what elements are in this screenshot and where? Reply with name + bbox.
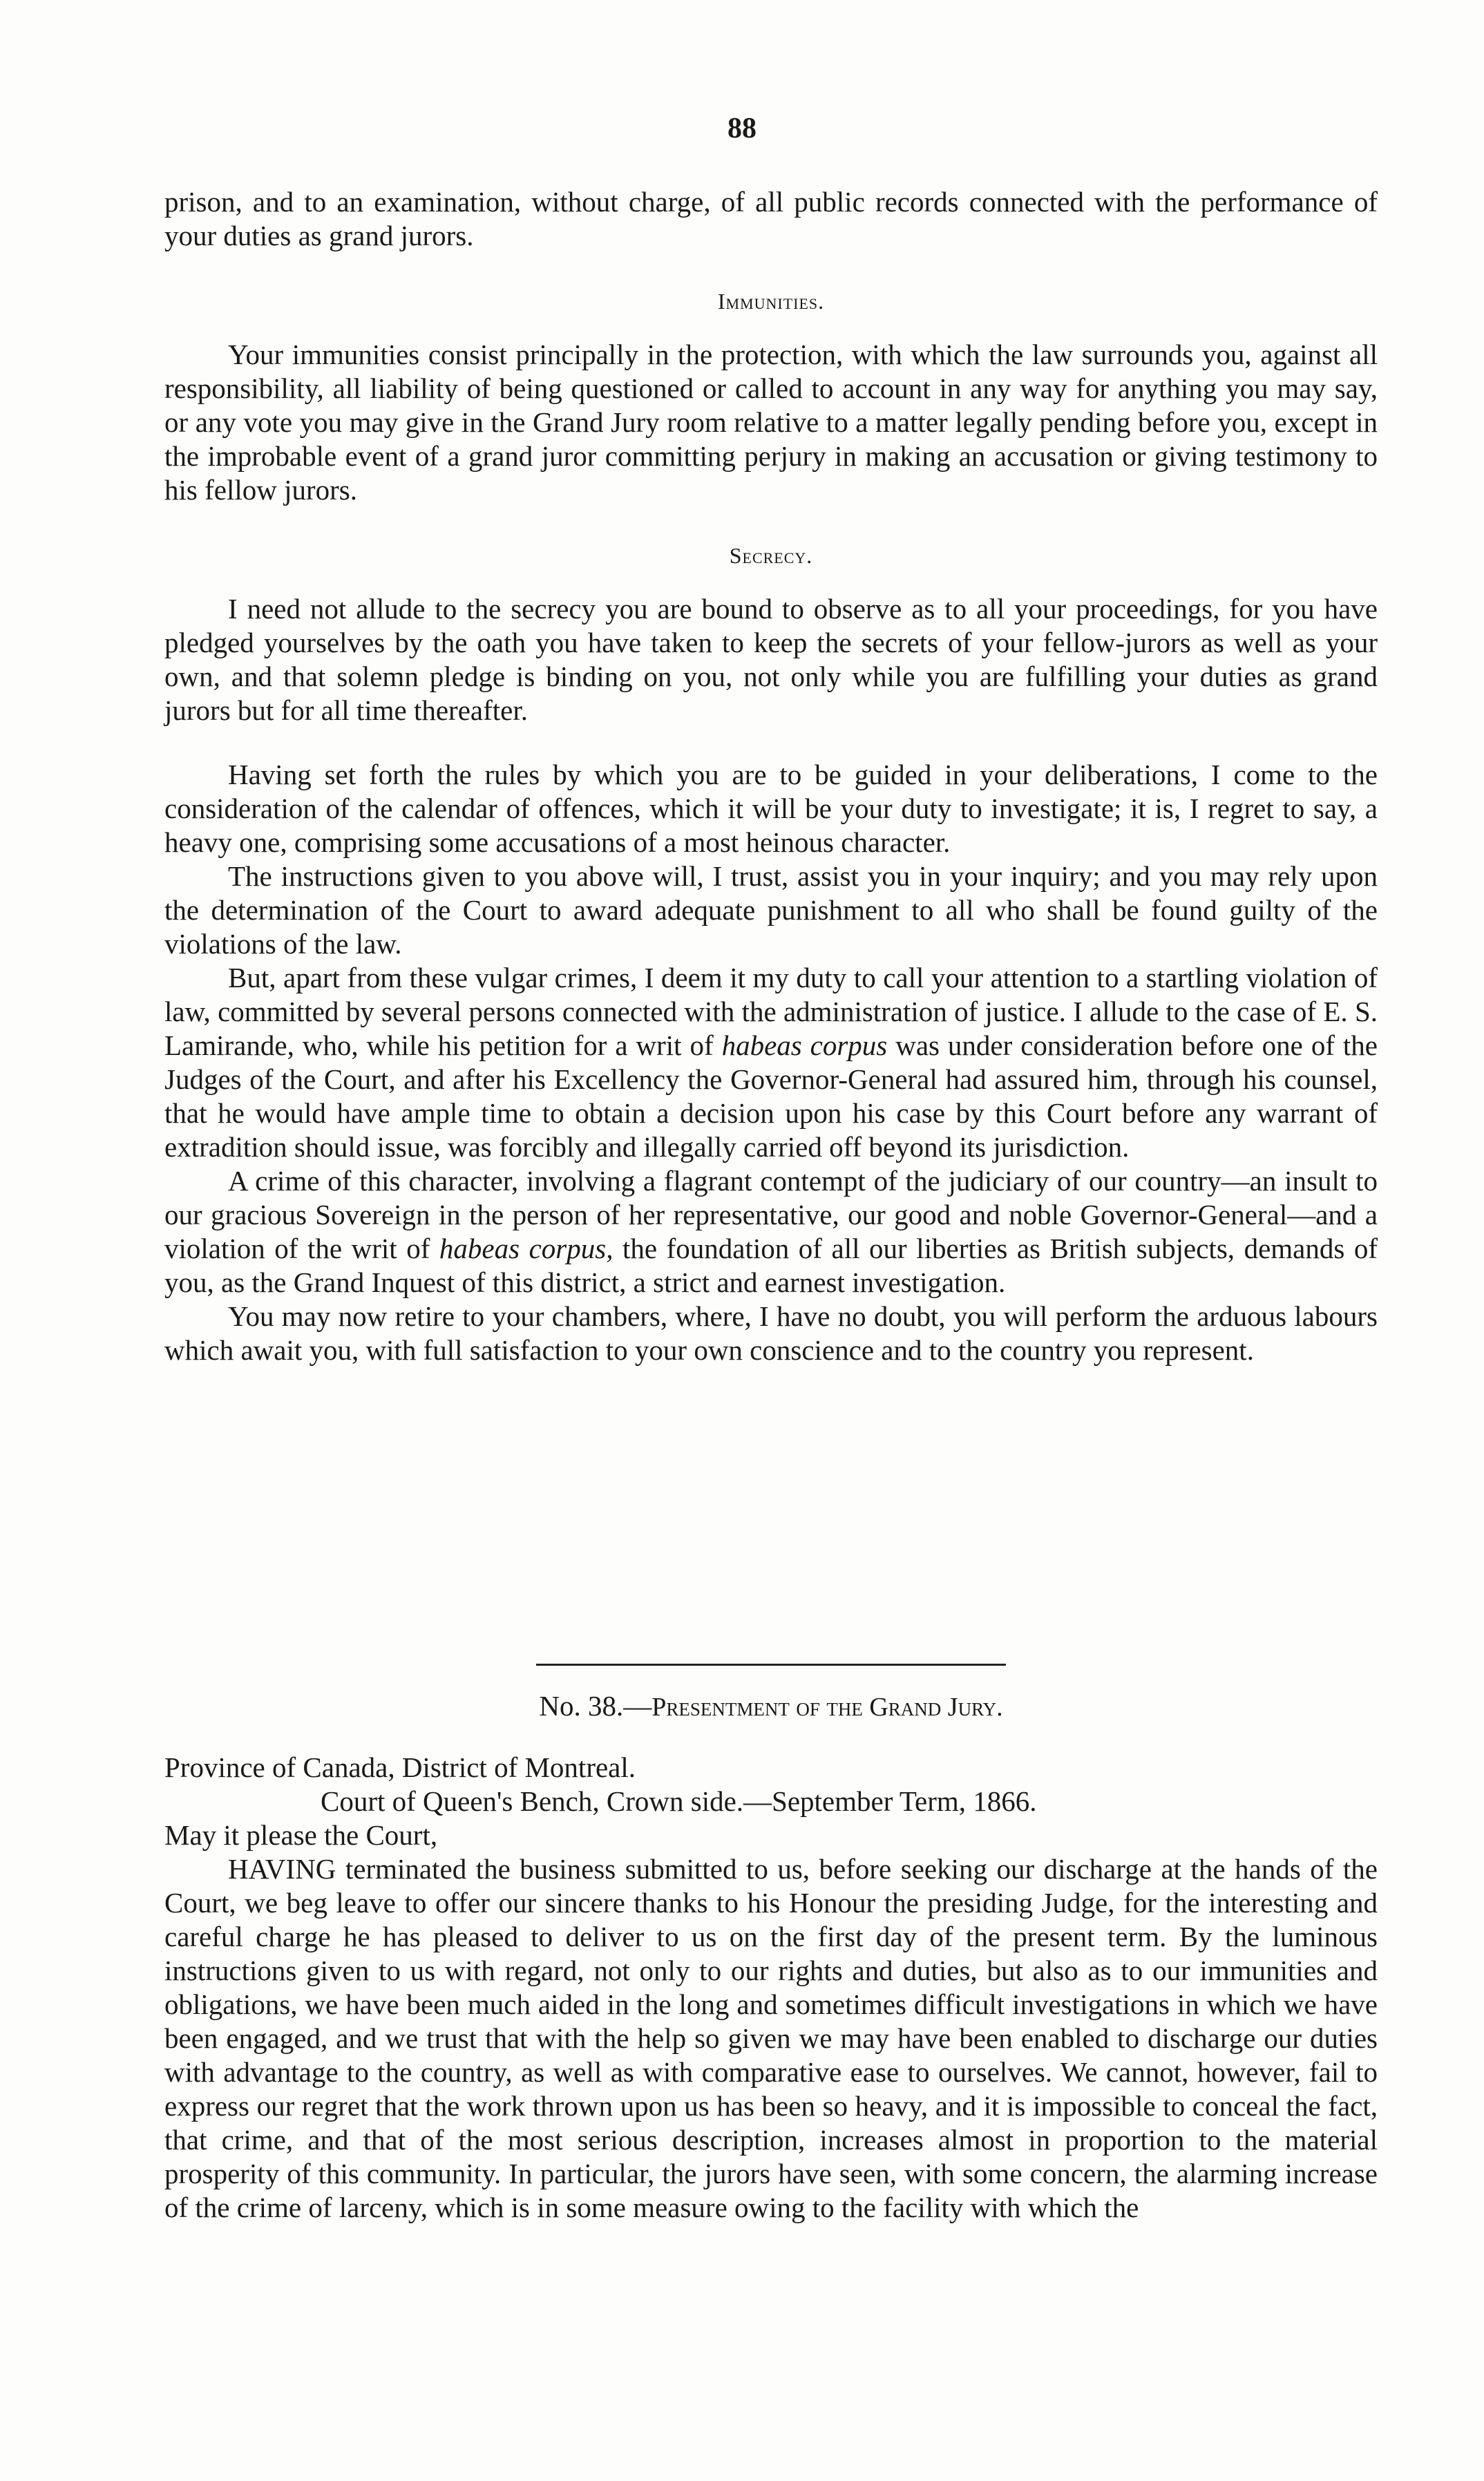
crime-paragraph: A crime of this character, involving a flagrant contempt of the judiciary of our country—an insult to our gracious Sovereign in the person of her representative, our good and noble Governor-General—and a violation of the writ of habeas corpus, the foundation of all our liberties as British subjects, demands of you, as the Grand Inquest of this district, a strict and earnest investigation. [164,1165,1378,1298]
page-number: 88 [727,113,757,144]
court-line: Court of Queen's Bench, Crown side.—September Term, 1866. [321,1785,1037,1817]
top-paragraph: prison, and to an examination, without charge, of all public records connected with the performance of your duties as grand jurors. [164,186,1378,251]
location-line: Province of Canada, District of Montreal. [164,1751,636,1783]
presentment-section [164,1624,1378,2225]
offences-paragraph: Having set forth the rules by which you are to be guided in your deliberations, I come to the consideration of the calendar of offences, which it will be your duty to investigate; it is, I regret to say, a heavy one, comprising some accusations of a most heinous character. [164,759,1378,858]
charge-text [164,185,1378,1367]
instructions-paragraph: The instructions given to you above will, I trust, assist you in your inquiry; and you may rely upon the determination of the Court to award adequate punishment to all who shall be found guilty of the violations of the law. [164,860,1378,960]
secrecy-heading: Secrecy. [729,543,813,568]
presentment-body: HAVING terminated the business submitted to us, before seeking our discharge at the hands of the Court, we beg leave to offer our sincere thanks to his Honour the presiding Judge, for the interesting and careful charge he has pleased to deliver to us on the first day of the present term. By the luminous instructions given to us with regard, not only to our rights and duties, but also as to our immunities and obligations, we have been much aided in the long and sometimes difficult investigations in which we have been engaged, and we trust that with the help so given we may have been enabled to discharge our duties with advantage to the country, as well as with comparative ease to ourselves. We cannot, however, fail to express our regret that the work thrown upon us has been so heavy, and it is impossible to conceal the fact, that crime, and that of the most serious description, increases almost in proportion to the material prosperity of this community. In particular, the jurors have seen, with some concern, the alarming increase of the crime of larceny, which is in some measure owing to the facility with which the [164,1853,1378,2223]
closing-paragraph: You may now retire to your chambers, where, I have no doubt, you will perform the arduous labours which await you, with full satisfaction to your own conscience and to the country you represent. [164,1300,1378,1366]
salutation: May it please the Court, [164,1819,438,1851]
section-divider [536,1664,1006,1666]
immunities-paragraph: Your immunities consist principally in the protection, with which the law surrounds you, against all responsibility, all liability of being questioned or called to account in any way for anything you may say, or any vote you may give in the Grand Jury room relative to a matter legally pending before you, except in the improbable event of a grand juror committing perjury in making an accusation or giving testimony to his fellow jurors. [164,339,1378,506]
presentment-title: No. 38.—Presentment of the Grand Jury. [539,1690,1003,1722]
lamirande-paragraph: But, apart from these vulgar crimes, I deem it my duty to call your attention to a startling violation of law, committed by several persons connected with the administration of justice. I allude to the case of E. S. Lamirande, who, while his petition for a writ of habeas corpus was under consideration before one of the Judges of the Court, and after his Excellency the Governor-General had assured him, through his counsel, that he would have ample time to obtain a decision upon his case by this Court before any warrant of extradition should issue, was forcibly and illegally carried off beyond its jurisdiction. [164,962,1378,1163]
secrecy-paragraph: I need not allude to the secrecy you are bound to observe as to all your proceedings, for you have pledged yourselves by the oath you have taken to keep the secrets of your fellow-jurors as well as your own, and that solemn pledge is binding on you, not only while you are fulfilling your duties as grand jurors but for all time thereafter. [164,593,1378,726]
immunities-heading: Immunities. [717,289,825,314]
